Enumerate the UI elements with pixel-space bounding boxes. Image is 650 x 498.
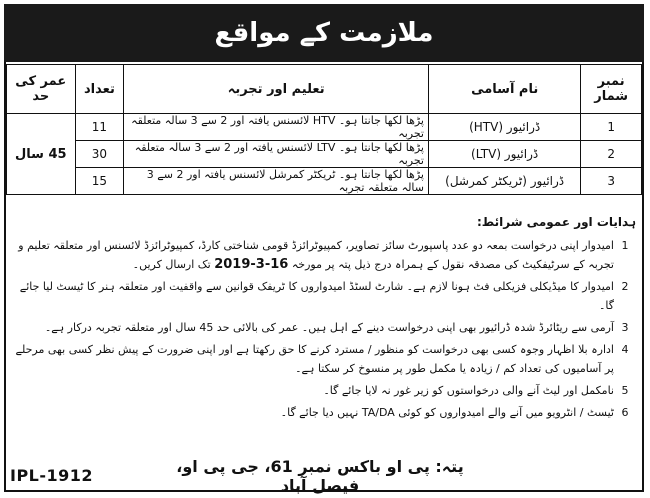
instruction-number: 5 xyxy=(621,384,629,397)
header-qualification: تعلیم اور تجربہ xyxy=(124,65,429,114)
table-row xyxy=(7,141,642,168)
deadline-date: 16-3-2019 xyxy=(214,257,289,272)
header-serial: نمبر شمار xyxy=(581,65,642,114)
instruction-item xyxy=(8,277,636,315)
instruction-number: 1 xyxy=(621,239,629,252)
post-cell: ڈرائیور (HTV) xyxy=(429,114,581,141)
instruction-number: 2 xyxy=(621,280,629,293)
table-row xyxy=(7,168,642,195)
header-count: تعداد xyxy=(75,65,124,114)
instruction-number: 4 xyxy=(621,343,629,356)
instruction-text: ادارہ بلا اظہار وجوہ کسی بھی درخواست کو منظور / مسترد کرنے کا حق رکھتا ہے اور اپنی ضرورت کے پیش نظر کسی بھی مرحلے پر آسامیوں کی تعداد کم / زیادہ یا مکمل طور پر منسوخ کر سکتا ہے۔ xyxy=(15,343,614,375)
ad-title: ملازمت کے مواقع xyxy=(4,4,644,62)
count-cell: 30 xyxy=(75,141,124,168)
instruction-text: آرمی سے ریٹائرڈ شدہ ڈرائیور بھی اپنی درخواست دینے کے اہل ہیں۔ عمر کی بالائی حد 45 سال اور متعلقہ تجربہ درکار ہے۔ xyxy=(44,321,614,334)
instruction-item xyxy=(8,318,636,337)
instructions-section xyxy=(8,213,636,425)
age-limit-cell: 45 سال xyxy=(7,114,76,195)
post-cell: ڈرائیور (LTV) xyxy=(429,141,581,168)
table-header-row xyxy=(7,65,642,114)
instruction-item xyxy=(8,340,636,378)
instructions-heading: ہدایات اور عمومی شرائط: xyxy=(476,215,636,229)
instruction-text xyxy=(8,236,614,274)
instruction-item xyxy=(8,381,636,400)
instruction-text: امیدوار کا میڈیکلی فزیکلی فٹ ہونا لازم ہے۔ شارٹ لسٹڈ امیدواروں کا ٹریفک قوانین سے واقفیت اور متعلقہ ہنر کا ٹیسٹ لیا جائے گا۔ xyxy=(19,280,614,312)
instruction-text: ٹیسٹ / انٹرویو میں آنے والے امیدواروں کو کوئی TA/DA نہیں دیا جائے گا۔ xyxy=(280,406,614,419)
table-row xyxy=(7,114,642,141)
qualification-cell: پڑھا لکھا جانتا ہو۔ ٹریکٹر کمرشل لائسنس یافتہ اور 2 سے 3 سالہ متعلقہ تجربہ xyxy=(124,168,429,195)
jobs-table xyxy=(6,64,642,195)
header-post: نام آسامی xyxy=(429,65,581,114)
instruction-item xyxy=(8,236,636,274)
qualification-cell: پڑھا لکھا جانتا ہو۔ HTV لائسنس یافتہ اور 2 سے 3 سالہ متعلقہ تجربہ xyxy=(124,114,429,141)
instruction-item xyxy=(8,403,636,422)
postal-address: پتہ: پی او باکس نمبر 61، جی پی او، فیصل آباد xyxy=(176,457,464,495)
header-age: عمر کی حد xyxy=(7,65,76,114)
serial-cell: 3 xyxy=(581,168,642,195)
serial-cell: 1 xyxy=(581,114,642,141)
instruction-text-main: امیدوار اپنی درخواست بمعہ دو عدد پاسپورٹ سائز تصاویر، کمپیوٹرائزڈ قومی شناختی کارڈ، کمپیوٹرائزڈ لائسنس اور متعلقہ تعلیم و تجربہ کے سرٹیفکیٹ کی مصدقہ نقول کے ہمراہ درج ذیل پتہ پر مورخہ xyxy=(18,239,614,271)
count-cell: 11 xyxy=(75,114,124,141)
reference-code: IPL-1912 xyxy=(10,466,94,485)
qualification-cell: پڑھا لکھا جانتا ہو۔ LTV لائسنس یافتہ اور 2 سے 3 سالہ متعلقہ تجربہ xyxy=(124,141,429,168)
count-cell: 15 xyxy=(75,168,124,195)
instruction-number: 3 xyxy=(621,321,629,334)
post-cell: ڈرائیور (ٹریکٹر کمرشل) xyxy=(429,168,581,195)
instruction-text-after: تک ارسال کریں۔ xyxy=(132,258,211,271)
instruction-text: نامکمل اور لیٹ آنے والی درخواستوں کو زیر غور نہ لایا جائے گا۔ xyxy=(323,384,614,397)
serial-cell: 2 xyxy=(581,141,642,168)
instruction-number: 6 xyxy=(621,406,629,419)
